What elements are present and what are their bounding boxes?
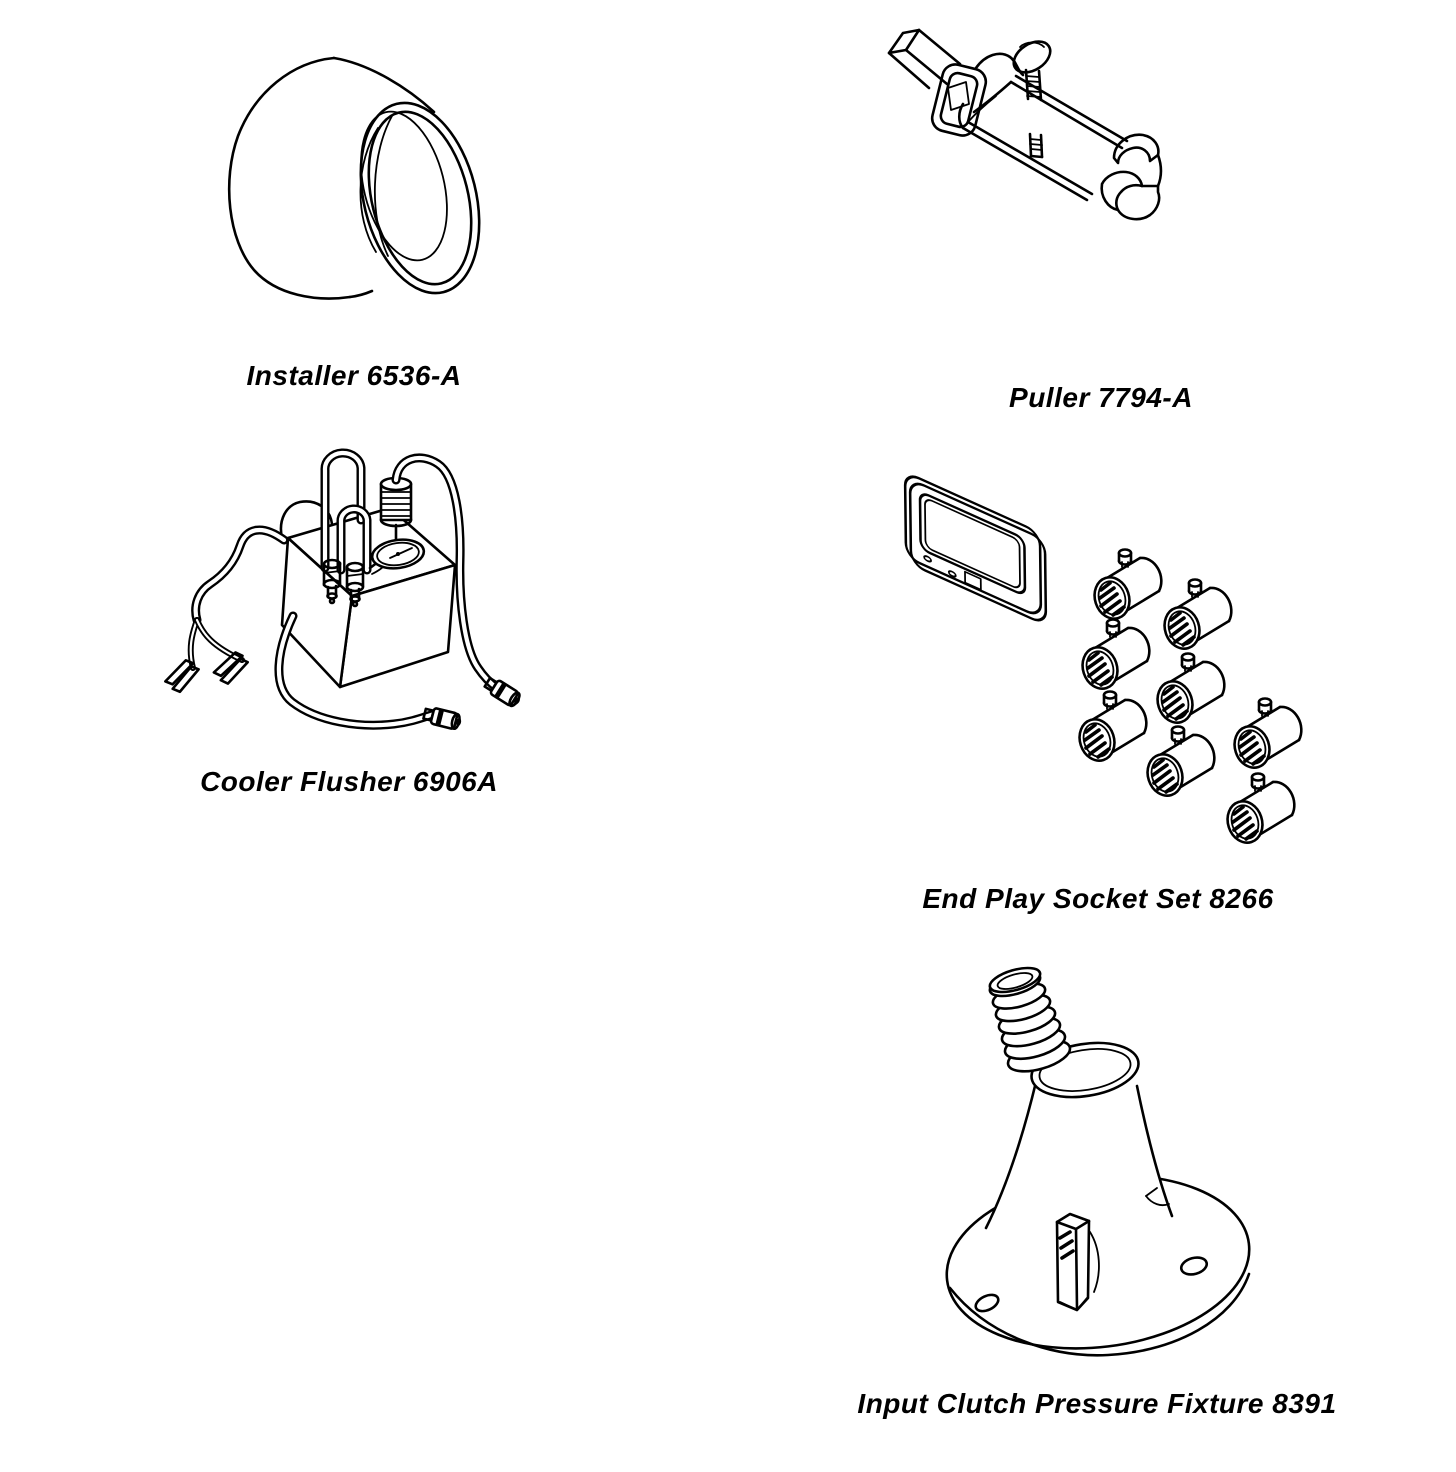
figure-cooler-flusher <box>150 430 570 750</box>
socket-5 <box>1074 692 1146 766</box>
fixture-threaded-fitting <box>987 963 1073 1077</box>
puller-yoke <box>929 62 988 139</box>
puller-illustration <box>870 15 1170 235</box>
flusher-alligator-clip-2 <box>210 650 252 687</box>
flusher-connector-1 <box>483 676 522 709</box>
socket-1 <box>1089 550 1161 624</box>
puller-fork-jaws <box>1102 135 1161 219</box>
end-play-socket-set-caption: End Play Socket Set 8266 <box>922 883 1274 914</box>
socket-3 <box>1077 620 1149 694</box>
input-clutch-pressure-fixture-illustration <box>930 950 1300 1380</box>
end-play-socket-set-illustration <box>890 455 1320 870</box>
flusher-left-hose <box>191 530 284 668</box>
socket-2 <box>1159 580 1231 654</box>
installer-caption: Installer 6536-A <box>246 360 462 391</box>
input-clutch-pressure-fixture-caption: Input Clutch Pressure Fixture 8391 <box>857 1388 1337 1419</box>
socket-6 <box>1142 727 1214 801</box>
installer-cup <box>229 58 495 306</box>
figure-end-play-socket-set <box>890 455 1320 870</box>
socket-8 <box>1222 774 1294 848</box>
flusher-alligator-clip-1 <box>161 657 204 696</box>
cooler-flusher-caption: Cooler Flusher 6906A <box>200 766 498 797</box>
installer-illustration <box>215 38 495 313</box>
figure-input-clutch-pressure-fixture <box>930 950 1300 1380</box>
cooler-flusher-illustration <box>150 430 570 750</box>
socket-4 <box>1152 654 1224 728</box>
fixture-cone-body <box>985 1080 1173 1230</box>
figure-puller <box>870 15 1170 235</box>
socket-7 <box>1229 699 1301 773</box>
socket-storage-case <box>905 472 1046 625</box>
puller-caption: Puller 7794-A <box>1009 382 1193 413</box>
figure-installer <box>215 38 495 313</box>
